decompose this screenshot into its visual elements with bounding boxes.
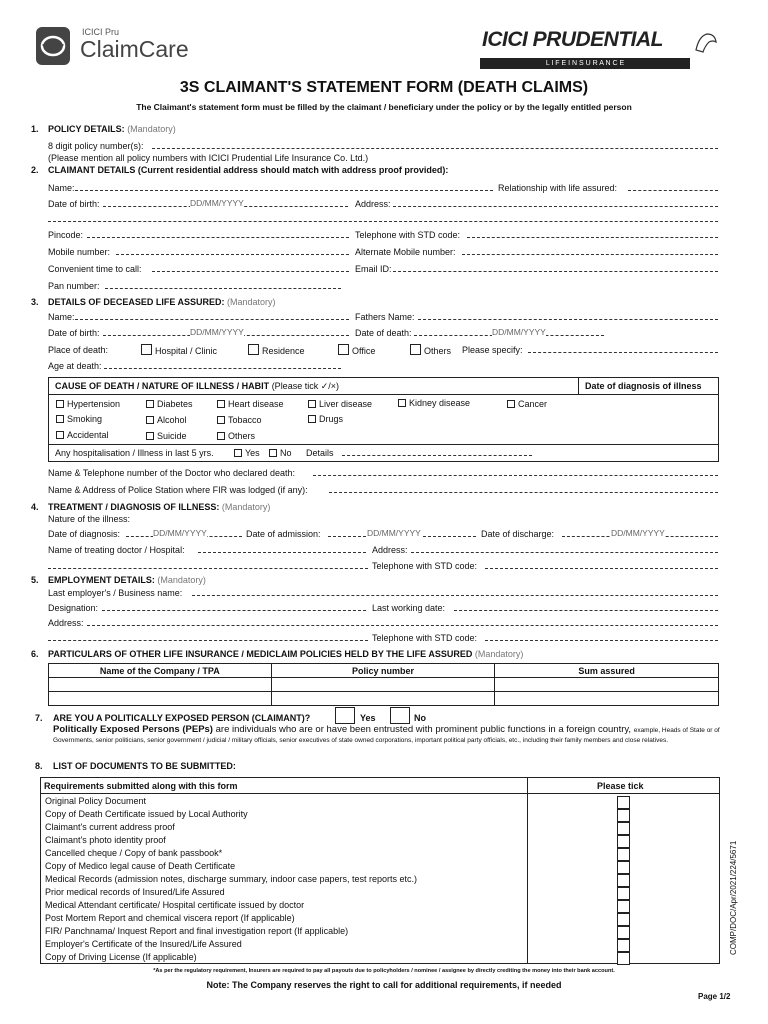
policy-number-note: (Please mention all policy numbers with ICICI Prudential Life Insurance Co. Ltd.): [48, 153, 369, 163]
place-others-label: Others: [424, 346, 452, 356]
checkbox[interactable]: [217, 400, 225, 408]
pep-no-checkbox[interactable]: [390, 707, 410, 724]
cause-label: Diabetes: [157, 399, 193, 409]
cell-company-1[interactable]: [49, 678, 272, 692]
admission-date-label: Date of admission:: [246, 529, 321, 539]
employer-telephone-field[interactable]: [485, 633, 718, 641]
document-item: FIR/ Panchnama/ Inquest Report and final investigation report (If applicable): [45, 926, 349, 936]
document-item: Copy of Driving License (If applicable): [45, 952, 197, 962]
document-item: Prior medical records of Insured/Life Assured: [45, 887, 225, 897]
section-2-number: 2.: [31, 165, 39, 175]
diagnosis-date-header: Date of diagnosis of illness: [585, 381, 702, 391]
section-7-number: 7.: [35, 713, 43, 723]
document-item: Medical Attendant certificate/ Hospital certificate issued by doctor: [45, 900, 305, 910]
employer-label: Last employer's / Business name:: [48, 588, 183, 598]
cause-drugs[interactable]: [308, 414, 343, 424]
telephone-field[interactable]: [467, 230, 718, 238]
cause-label: Smoking: [67, 414, 103, 424]
place-others-option[interactable]: [410, 344, 451, 356]
document-item: Claimant's photo identity proof: [45, 835, 166, 845]
cell-policy-2[interactable]: [271, 692, 495, 706]
yes-label: Yes: [245, 448, 260, 458]
side-form-code: COMP/DOC/Apr/2021/224/5671: [729, 840, 738, 955]
convenient-time-field[interactable]: [152, 264, 349, 272]
mandatory-label: (Mandatory): [157, 575, 206, 585]
cell-sum-2[interactable]: [495, 692, 719, 706]
discharge-placeholder: DD/MM/YYYY: [611, 528, 665, 538]
section-3-title: [48, 297, 276, 307]
section-3-title-text: DETAILS OF DECEASED LIFE ASSURED:: [48, 297, 225, 307]
pep-yes-checkbox[interactable]: [335, 707, 355, 724]
treating-doctor-label: Name of treating doctor / Hospital:: [48, 545, 185, 555]
hospital-telephone-field[interactable]: [485, 561, 718, 569]
relationship-label: Relationship with life assured:: [498, 183, 618, 193]
documents-table-divider: [527, 778, 528, 963]
cause-cancer[interactable]: [507, 399, 547, 409]
cause-label: Heart disease: [228, 399, 284, 409]
checkbox[interactable]: [308, 415, 316, 423]
document-item: Copy of Death Certificate issued by Local Authority: [45, 809, 248, 819]
cause-header-text: CAUSE OF DEATH / NATURE OF ILLNESS / HABIT: [55, 381, 270, 391]
section-4-number: 4.: [31, 502, 39, 512]
hospitalisation-no[interactable]: [269, 448, 292, 458]
mobile-label: Mobile number:: [48, 247, 111, 257]
claimant-name-field[interactable]: [75, 183, 493, 191]
place-of-death-label: Place of death:: [48, 345, 109, 355]
section-1-title-text: POLICY DETAILS:: [48, 124, 125, 134]
table-row: [49, 692, 719, 706]
details-field[interactable]: [342, 448, 532, 456]
checkbox[interactable]: [338, 344, 349, 355]
dod-placeholder: DD/MM/YYYY: [492, 327, 546, 337]
fathers-name-label: Fathers Name:: [355, 312, 415, 322]
pep-yes-label: Yes: [360, 713, 376, 723]
document-item: Cancelled cheque / Copy of bank passbook*: [45, 848, 223, 858]
pep-no-label: No: [414, 713, 426, 723]
cell-sum-1[interactable]: [495, 678, 719, 692]
form-subtitle: The Claimant's statement form must be filled by the claimant / beneficiary under the policy or by the legally entitled person: [136, 102, 632, 112]
dod-label: Date of death:: [355, 328, 412, 338]
section-6-title: [48, 649, 523, 659]
document-tick-checkbox[interactable]: [617, 874, 630, 887]
document-tick-checkbox[interactable]: [617, 900, 630, 913]
pan-field[interactable]: [105, 281, 341, 289]
brand-main: ClaimCare: [80, 36, 189, 62]
employer-telephone-label: Telephone with STD code:: [372, 633, 478, 643]
document-tick-checkbox[interactable]: [617, 939, 630, 952]
age-at-death-field[interactable]: [104, 361, 341, 369]
cause-diabetes[interactable]: [146, 399, 193, 409]
cause-label: Others: [228, 431, 256, 441]
checkbox[interactable]: [308, 400, 316, 408]
checkbox[interactable]: [234, 449, 242, 457]
alt-mobile-label: Alternate Mobile number:: [355, 247, 456, 257]
diagnosis-date-label: Date of diagnosis:: [48, 529, 121, 539]
document-item: Claimant's current address proof: [45, 822, 175, 832]
document-tick-checkbox[interactable]: [617, 796, 630, 809]
place-residence-option[interactable]: [248, 344, 305, 356]
hospital-address-field[interactable]: [411, 545, 718, 553]
document-item: Original Policy Document: [45, 796, 147, 806]
document-item: Copy of Medico legal cause of Death Certificate: [45, 861, 236, 871]
section-2-title: CLAIMANT DETAILS (Current residential address should match with address proof provided):: [48, 165, 449, 175]
checkbox[interactable]: [217, 432, 225, 440]
cause-others[interactable]: [217, 431, 255, 441]
pep-label: Politically Exposed Persons (PEPs): [53, 724, 213, 735]
cause-suicide[interactable]: [146, 431, 187, 441]
document-tick-checkbox[interactable]: [617, 835, 630, 848]
dob-placeholder: DD/MM/YYYY: [190, 198, 244, 208]
section-3-number: 3.: [31, 297, 39, 307]
deceased-name-field[interactable]: [75, 312, 349, 320]
cause-label: Tobacco: [228, 415, 262, 425]
deceased-dob-label: Date of birth:: [48, 328, 100, 338]
cause-label: Suicide: [157, 431, 187, 441]
checkbox[interactable]: [56, 415, 64, 423]
hospitalisation-yes[interactable]: [234, 448, 260, 458]
doctor-label: Name & Telephone number of the Doctor who declared death:: [48, 468, 295, 478]
cause-label: Hypertension: [67, 399, 121, 409]
other-policies-table: [48, 663, 719, 706]
pep-small-text: example, Heads of State or of Governments, senior politicians, senior government / judicial / military officials, senior executives of state owned corporations, important political party officials, etc., including their family members and close relatives.: [53, 727, 720, 744]
cause-hypertension[interactable]: [56, 399, 120, 409]
mandatory-label: (Mandatory): [474, 649, 524, 659]
cause-alcohol[interactable]: [146, 415, 187, 425]
requirements-header: Requirements submitted along with this form: [44, 781, 238, 791]
designation-label: Designation:: [48, 603, 99, 613]
claimant-address-line2[interactable]: [48, 214, 718, 222]
convenient-time-label: Convenient time to call:: [48, 264, 142, 274]
footnote: *As per the regulatory requirement, Insurers are required to pay all payouts due to policyholders / nominee / assignee by directly crediting the money into their bank account.: [153, 968, 615, 974]
claimant-dob-label: Date of birth:: [48, 199, 100, 209]
employer-address-label: Address:: [48, 618, 84, 628]
checkbox[interactable]: [56, 431, 64, 439]
brand-small: ICICI Pru: [82, 27, 120, 37]
mandatory-label: (Mandatory): [127, 124, 176, 134]
designation-field[interactable]: [102, 603, 366, 611]
hospital-address-label: Address:: [372, 545, 408, 555]
document-tick-checkbox[interactable]: [617, 861, 630, 874]
mobile-field[interactable]: [116, 247, 349, 255]
place-office-label: Office: [352, 346, 376, 356]
nature-illness-label: Nature of the illness:: [48, 514, 131, 524]
please-tick-header: Please tick: [597, 781, 644, 791]
cause-label: Cancer: [518, 399, 548, 409]
details-label: Details: [306, 448, 334, 458]
place-hospital-option[interactable]: [141, 344, 217, 356]
section-4-title-text: TREATMENT / DIAGNOSIS OF ILLNESS:: [48, 502, 220, 512]
cause-label: Kidney disease: [409, 398, 471, 408]
col-company: Name of the Company / TPA: [49, 664, 272, 678]
form-title: 3S CLAIMANT'S STATEMENT FORM (DEATH CLAIMS): [179, 79, 589, 96]
cause-tobacco[interactable]: [217, 415, 262, 425]
claimcare-logo-icon: [36, 27, 70, 65]
telephone-label: Telephone with STD code:: [355, 230, 461, 240]
section-5-title: [48, 575, 206, 585]
fathers-name-field[interactable]: [418, 312, 718, 320]
claimant-name-label: Name:: [48, 183, 75, 193]
alt-mobile-field[interactable]: [462, 247, 718, 255]
cause-label: Liver disease: [319, 399, 373, 409]
admission-placeholder: DD/MM/YYYY: [367, 528, 421, 538]
discharge-date-label: Date of discharge:: [481, 529, 555, 539]
company-tagline: L I F E I N S U R A N C E: [480, 58, 690, 69]
document-tick-checkbox[interactable]: [617, 926, 630, 939]
place-hospital-label: Hospital / Clinic: [155, 346, 218, 356]
document-tick-checkbox[interactable]: [617, 822, 630, 835]
relationship-field[interactable]: [628, 183, 718, 191]
last-working-label: Last working date:: [372, 603, 446, 613]
mandatory-label: (Mandatory): [227, 297, 276, 307]
mandatory-label: (Mandatory): [221, 502, 271, 512]
cause-header-note: (Please tick ✓/×): [271, 381, 339, 391]
section-1-title: [48, 124, 176, 134]
cause-table-row-divider: [48, 444, 719, 445]
police-label: Name & Address of Police Station where FIR was lodged (if any):: [48, 485, 308, 495]
hospitalisation-label: Any hospitalisation / Illness in last 5 yrs.: [55, 448, 214, 458]
cause-table-divider: [578, 378, 579, 395]
checkbox[interactable]: [507, 400, 515, 408]
please-specify-label: Please specify:: [462, 345, 523, 355]
checkbox[interactable]: [146, 400, 154, 408]
last-working-field[interactable]: [454, 603, 718, 611]
col-sum-assured: Sum assured: [495, 664, 719, 678]
policy-number-field[interactable]: [152, 141, 718, 149]
document-item: Post Mortem Report and chemical viscera report (If applicable): [45, 913, 295, 923]
section-6-title-text: PARTICULARS OF OTHER LIFE INSURANCE / MEDICLAIM POLICIES HELD BY THE LIFE ASSURED: [48, 649, 473, 659]
document-tick-checkbox[interactable]: [617, 809, 630, 822]
cause-smoking[interactable]: [56, 414, 102, 424]
employer-address-field[interactable]: [87, 618, 718, 626]
section-4-title: [48, 502, 270, 512]
document-tick-checkbox[interactable]: [617, 848, 630, 861]
no-label: No: [280, 448, 292, 458]
pep-text: are individuals who are or have been entrusted with prominent public functions in a foreign country,: [215, 724, 632, 735]
lion-emblem-icon: [693, 30, 719, 58]
checkbox[interactable]: [217, 416, 225, 424]
checkbox[interactable]: [141, 344, 152, 355]
pincode-field[interactable]: [87, 230, 349, 238]
email-field[interactable]: [393, 264, 718, 272]
police-field[interactable]: [329, 485, 718, 493]
hospital-telephone-label: Telephone with STD code:: [372, 561, 478, 571]
age-at-death-label: Age at death:: [48, 361, 102, 371]
claimant-address-label: Address:: [355, 199, 391, 209]
please-specify-field[interactable]: [528, 345, 718, 353]
place-office-option[interactable]: [338, 344, 375, 356]
checkbox[interactable]: [269, 449, 277, 457]
cell-company-2[interactable]: [49, 692, 272, 706]
footer-note: Note: The Company reserves the right to call for additional requirements, if needed: [206, 980, 562, 990]
place-residence-label: Residence: [262, 346, 305, 356]
cause-kidney-disease[interactable]: [398, 398, 470, 408]
table-row: [49, 678, 719, 692]
cause-label: Alcohol: [157, 415, 187, 425]
cause-header: [55, 381, 339, 392]
claimant-address-field[interactable]: [393, 199, 718, 207]
section-5-number: 5.: [31, 575, 39, 585]
document-item: Medical Records (admission notes, discharge summary, indoor case papers, test reports etc.): [45, 874, 417, 884]
page-number: Page 1/2: [698, 992, 731, 1001]
employer-field[interactable]: [192, 588, 718, 596]
document-tick-checkbox[interactable]: [617, 913, 630, 926]
dob-placeholder: DD/MM/YYYY: [190, 327, 244, 337]
cell-policy-1[interactable]: [271, 678, 495, 692]
employer-address-line2[interactable]: [48, 633, 368, 641]
checkbox[interactable]: [146, 432, 154, 440]
pep-description: [53, 725, 733, 745]
document-tick-checkbox[interactable]: [617, 952, 630, 965]
document-tick-checkbox[interactable]: [617, 887, 630, 900]
checkbox[interactable]: [56, 400, 64, 408]
document-item: Employer's Certificate of the Insured/Life Assured: [45, 939, 242, 949]
col-policy-number: Policy number: [271, 664, 495, 678]
checkbox[interactable]: [398, 399, 406, 407]
hospital-address-line2[interactable]: [48, 561, 368, 569]
section-7-title: ARE YOU A POLITICALLY EXPOSED PERSON (CLAIMANT)?: [53, 713, 311, 723]
diagnosis-placeholder: DD/MM/YYYY: [153, 528, 207, 538]
section-1-number: 1.: [31, 124, 39, 134]
pan-label: Pan number:: [48, 281, 100, 291]
cause-heart-disease[interactable]: [217, 399, 284, 409]
cause-accidental[interactable]: [56, 430, 109, 440]
doctor-field[interactable]: [313, 468, 718, 476]
deceased-name-label: Name:: [48, 312, 75, 322]
cause-liver-disease[interactable]: [308, 399, 372, 409]
section-6-number: 6.: [31, 649, 39, 659]
section-8-title: LIST OF DOCUMENTS TO BE SUBMITTED:: [53, 761, 236, 771]
checkbox[interactable]: [146, 416, 154, 424]
pincode-label: Pincode:: [48, 230, 84, 240]
checkbox[interactable]: [410, 344, 421, 355]
company-logo: ICICI PRUDENTIAL: [482, 28, 663, 51]
email-label: Email ID:: [355, 264, 392, 274]
policy-number-label: 8 digit policy number(s):: [48, 141, 144, 151]
cause-label: Drugs: [319, 414, 344, 424]
section-5-title-text: EMPLOYMENT DETAILS:: [48, 575, 155, 585]
section-8-number: 8.: [35, 761, 43, 771]
treating-doctor-field[interactable]: [198, 545, 366, 553]
checkbox[interactable]: [248, 344, 259, 355]
cause-label: Accidental: [67, 430, 109, 440]
